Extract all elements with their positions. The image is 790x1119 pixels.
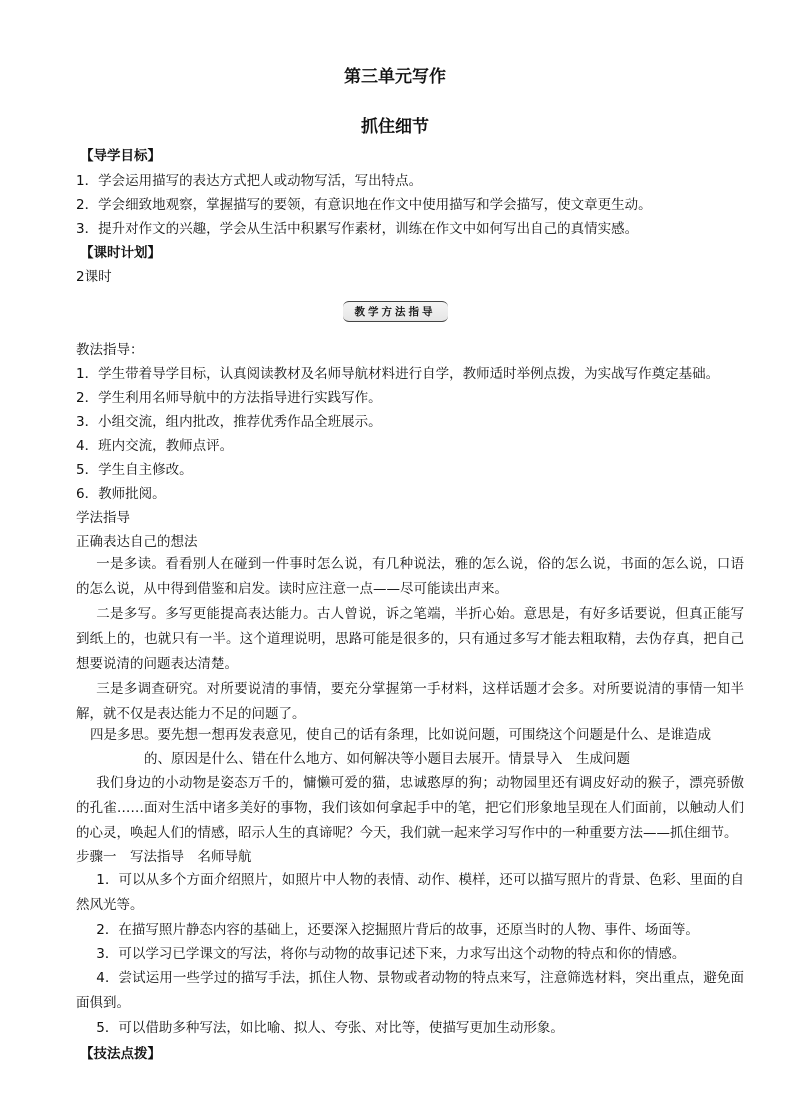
method-item: 1．学生带着导学目标，认真阅读教材及名师导航材料进行自学，教师适时举例点拨，为实战写作奠定基础。 [76, 366, 720, 382]
goal-item: 3．提升对作文的兴趣，学会从生活中积累写作素材，训练在作文中如何写出自己的真情实感。 [76, 221, 639, 237]
plan-text: 2课时 [76, 269, 112, 285]
study-subheader: 正确表达自己的想法 [76, 534, 198, 550]
method-item: 6．教师批阅。 [76, 486, 166, 502]
paragraph-read: 一是多读。看看别人在碰到一件事时怎么说，有几种说法，雅的怎么说，俗的怎么说，书面的怎么说，口语的怎么说，从中得到借鉴和启发。读时应注意一点——尽可能读出声来。 [76, 556, 744, 597]
study-header: 学法指导 [76, 510, 130, 526]
method-header: 教法指导： [76, 342, 144, 358]
goal-item: 2．学会细致地观察，掌握描写的要领，有意识地在作文中使用描写和学会描写，使文章更生动。 [76, 197, 652, 213]
guide-item: 5．可以借助多种写法，如比喻、拟人、夸张、对比等，使描写更加生动形象。 [96, 1020, 564, 1036]
paragraph-research: 三是多调查研究。对所要说清的事情，要充分掌握第一手材料，这样话题才会多。对所要说清的事情一知半解，就不仅是表达能力不足的问题了。 [76, 681, 744, 722]
paragraph-think-line2: 的、原因是什么、错在什么地方、如何解决等小题目去展开。情景导入 生成问题 [144, 751, 630, 767]
guide-item: 3．可以学习已学课文的写法，将你与动物的故事记述下来，力求写出这个动物的特点和你的情感。 [96, 946, 686, 962]
method-item: 2．学生利用名师导航中的方法指导进行实践写作。 [76, 390, 382, 406]
page-title: 第三单元写作 [344, 67, 446, 87]
paragraph-think-line1: 四是多思。要先想一想再发表意见，使自己的话有条理，比如说问题，可围绕这个问题是什么、是谁造成 [90, 727, 711, 743]
paragraph-write: 二是多写。多写更能提高表达能力。古人曾说，诉之笔端，半折心始。意思是，有好多话要说，但真正能写到纸上的，也就只有一半。这个道理说明，思路可能是很多的，只有通过多写才能去粗取精，去伪存真，把自己想要说清的问题表达清楚。 [76, 606, 744, 672]
paragraph-intro: 我们身边的小动物是姿态万千的，慵懒可爱的猫，忠诚憨厚的狗；动物园里还有调皮好动的猴子，漂亮骄傲的孔雀……面对生活中诸多美好的事物，我们该如何拿起手中的笔，把它们形象地呈现在人们面前，以触动人们的心灵，唤起人们的情感，昭示人生的真谛呢？今天，我们就一起来学习写作中的一种重要方法——抓住细节。 [76, 775, 744, 841]
goals-header: 【导学目标】 [80, 148, 161, 164]
method-item: 5．学生自主修改。 [76, 462, 193, 478]
badge-label: 教学方法指导 [343, 301, 448, 322]
guide-item: 4．尝试运用一些学过的描写手法，抓住人物、景物或者动物的特点来写，注意筛选材料，突出重点，避免面面俱到。 [76, 970, 744, 1011]
tips-header: 【技法点拨】 [80, 1046, 161, 1062]
step-one-header: 步骤一 写法指导 名师导航 [76, 849, 252, 865]
method-item: 3．小组交流，组内批改，推荐优秀作品全班展示。 [76, 414, 382, 430]
guide-item: 1．可以从多个方面介绍照片，如照片中人物的表情、动作、模样，还可以描写照片的背景、色彩、里面的自然风光等。 [76, 872, 744, 913]
page-subtitle: 抓住细节 [361, 117, 429, 137]
section-badge [0, 300, 790, 322]
method-item: 4．班内交流，教师点评。 [76, 438, 234, 454]
guide-item: 2．在描写照片静态内容的基础上，还要深入挖掘照片背后的故事，还原当时的人物、事件、场面等。 [96, 922, 699, 938]
goal-item: 1．学会运用描写的表达方式把人或动物写活，写出特点。 [76, 173, 423, 189]
plan-header: 【课时计划】 [80, 245, 161, 261]
